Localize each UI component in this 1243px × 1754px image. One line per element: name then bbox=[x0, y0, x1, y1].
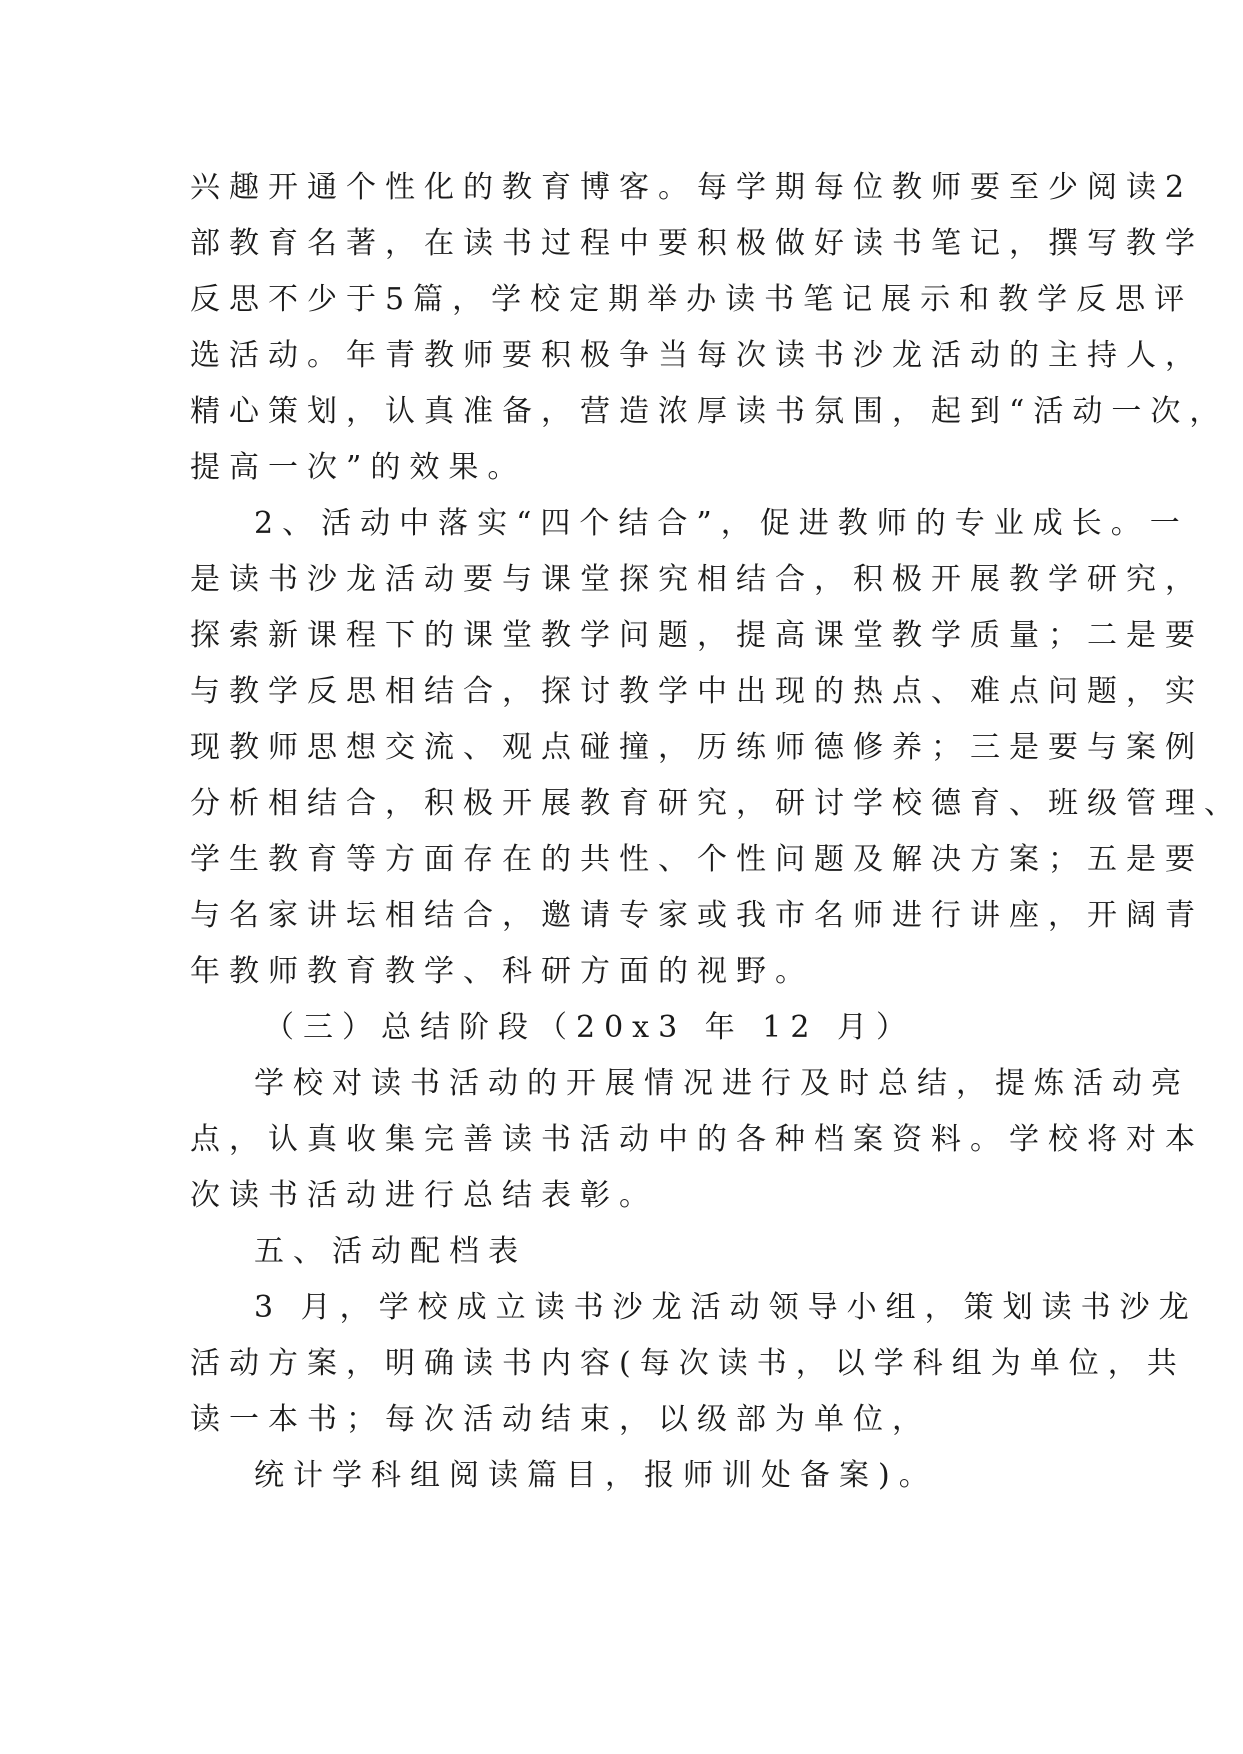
text-line: 点，认真收集完善读书活动中的各种档案资料。学校将对本 bbox=[190, 1122, 1204, 1157]
text-line: 探索新课程下的课堂教学问题，提高课堂教学质量；二是要 bbox=[190, 618, 1204, 653]
section-heading: 五、活动配档表 bbox=[254, 1234, 527, 1269]
text-line: 精心策划，认真准备，营造浓厚读书氛围，起到“活动一次， bbox=[190, 394, 1229, 429]
text-line: 提高一次”的效果。 bbox=[190, 450, 527, 485]
document-body bbox=[190, 160, 1243, 1504]
paragraph-first-line: 统计学科组阅读篇目，报师训处备案)。 bbox=[254, 1458, 938, 1493]
text-line: 是读书沙龙活动要与课堂探究相结合，积极开展教学研究， bbox=[190, 562, 1204, 597]
text-line: 学生教育等方面存在的共性、个性问题及解决方案；五是要 bbox=[190, 842, 1204, 877]
text-line: 年教师教育教学、科研方面的视野。 bbox=[190, 954, 814, 989]
text-line: 与教学反思相结合，探讨教学中出现的热点、难点问题，实 bbox=[190, 674, 1204, 709]
text-line: 分析相结合，积极开展教育研究，研讨学校德育、班级管理、 bbox=[190, 786, 1243, 821]
text-line: 读一本书；每次活动结束，以级部为单位， bbox=[190, 1402, 931, 1437]
paragraph-first-line: 学校对读书活动的开展情况进行及时总结，提炼活动亮 bbox=[254, 1066, 1190, 1101]
text-line: 选活动。年青教师要积极争当每次读书沙龙活动的主持人， bbox=[190, 338, 1204, 373]
text-line: 兴趣开通个性化的教育博客。每学期每位教师要至少阅读2 bbox=[190, 170, 1194, 205]
text-line: 现教师思想交流、观点碰撞，历练师德修养；三是要与案例 bbox=[190, 730, 1204, 765]
paragraph-first-line: 3 月，学校成立读书沙龙活动领导小组，策划读书沙龙 bbox=[254, 1290, 1198, 1325]
text-line: 反思不少于5篇，学校定期举办读书笔记展示和教学反思评 bbox=[190, 282, 1194, 317]
section-heading: （三）总结阶段（20x3 年 12 月） bbox=[264, 1010, 915, 1045]
text-line: 活动方案，明确读书内容(每次读书，以学科组为单位，共 bbox=[190, 1346, 1186, 1381]
text-line: 部教育名著，在读书过程中要积极做好读书笔记，撰写教学 bbox=[190, 226, 1204, 261]
text-line: 与名家讲坛相结合，邀请专家或我市名师进行讲座，开阔青 bbox=[190, 898, 1204, 933]
text-line: 次读书活动进行总结表彰。 bbox=[190, 1178, 658, 1213]
paragraph-first-line: 2、活动中落实“四个结合”，促进教师的专业成长。一 bbox=[254, 506, 1189, 541]
